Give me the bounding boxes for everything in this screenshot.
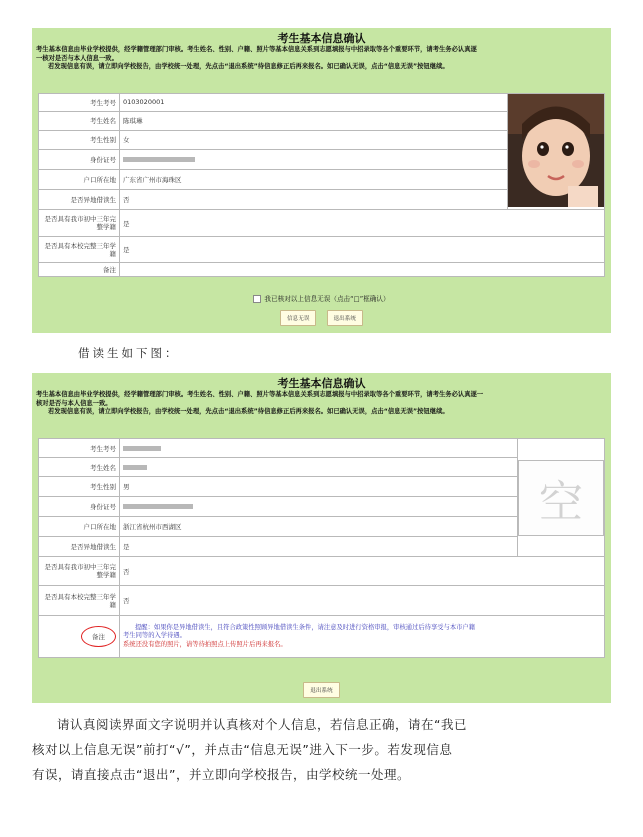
- instruction-line-2: 核对以上信息无误”前打“√”，并点击“信息无误”进入下一步。若发现信息: [32, 742, 453, 757]
- notice-line-1: 提醒：如果你是异地借读生，且符合政策性照顾异地借读生条件，请注意及时进行资格审报，审核通过后待享受与本市户籍: [135, 623, 476, 631]
- instruction-line-1: 请认真阅读界面文字说明并认真核对个人信息，若信息正确，请在“我已: [57, 717, 467, 732]
- button-row: [32, 310, 611, 326]
- confirm-panel-local: [32, 28, 611, 333]
- info-table: [38, 93, 605, 277]
- value-gender: 女: [120, 130, 508, 149]
- intro-text: 考生基本信息由毕业学校提供，经学籍管理部门审核。考生姓名、性别、户籍、照片等基本信息关系到志愿填报与中招录取等各个重要环节，请考生务必认真逐: [36, 46, 477, 53]
- info-table: [38, 438, 605, 658]
- intro-text-cont: 核对是否与本人信息一致。: [36, 399, 112, 407]
- label-transfer-student: 是否异地借读生: [39, 189, 120, 209]
- confirm-label: 我已核对以上信息无误（点击“□”框确认）: [264, 295, 390, 303]
- confirm-checkbox[interactable]: [253, 295, 261, 303]
- value-school-record: 否: [120, 586, 605, 616]
- redacted-exam-number: [123, 446, 161, 451]
- exit-system-button[interactable]: 退出系统: [327, 310, 363, 326]
- label-name: 考生姓名: [39, 111, 120, 130]
- value-remark: [120, 263, 605, 277]
- value-name: 陈琪琳: [120, 111, 508, 130]
- info-correct-button[interactable]: 信息无误: [280, 310, 316, 326]
- label-id-number: 身份证号: [39, 497, 120, 517]
- label-city-record: 是否具有我市初中三年完整学籍: [39, 210, 120, 237]
- label-school-record: 是否具有本校完整三年学籍: [39, 586, 120, 616]
- label-gender: 考生性别: [39, 477, 120, 497]
- value-gender: 男: [120, 477, 518, 497]
- value-remark: [120, 616, 605, 658]
- label-remark-cell: [39, 616, 120, 658]
- redacted-id: [123, 157, 195, 162]
- value-hukou: 浙江省杭州市西湖区: [120, 517, 518, 537]
- intro-instruction: 若发现信息有误，请立即向学校报告，由学校统一处理，先点击“退出系统”待信息修正后再来报名。如已确认无误，点击“信息无误”按钮继续。: [48, 408, 449, 416]
- intro-text: 考生基本信息由毕业学校提供，经学籍管理部门审核。考生姓名、性别、户籍、照片等基本信息关系到志愿填报与中招录取等各个重要环节，请考生务必认真逐一: [36, 391, 484, 398]
- label-hukou: 户口所在地: [39, 169, 120, 189]
- student-photo-cell: [508, 94, 605, 210]
- value-hukou: 广东省广州市海珠区: [120, 169, 508, 189]
- panel-title: 考生基本信息确认: [277, 377, 366, 390]
- notice-line-3: 系统还没有您的照片，请等待拍照点上传照片后再来报名。: [123, 640, 287, 648]
- photo-placeholder: 空: [518, 460, 604, 536]
- remark-label-circled: 备注: [81, 626, 116, 647]
- value-exam-number: 0103020001: [120, 94, 508, 112]
- notice-line-2: 考生同等的入学待遇。: [123, 632, 186, 640]
- student-photo: [508, 94, 604, 207]
- redacted-id: [123, 504, 193, 509]
- redacted-name: [123, 465, 147, 470]
- instruction-paragraph: [32, 712, 612, 787]
- label-exam-number: 考生考号: [39, 94, 120, 112]
- confirm-panel-transfer: [32, 373, 611, 703]
- notice-text: [123, 624, 601, 650]
- value-name: [120, 458, 518, 477]
- section-caption: 借读生如下图：: [78, 346, 180, 360]
- button-row: [32, 682, 611, 698]
- label-remark: 备注: [39, 263, 120, 277]
- value-exam-number: [120, 439, 518, 458]
- value-city-record: 是: [120, 210, 605, 237]
- label-hukou: 户口所在地: [39, 517, 120, 537]
- value-id-number: [120, 149, 508, 169]
- label-transfer-student: 是否异地借读生: [39, 537, 120, 557]
- intro-instruction: 若发现信息有误，请立即向学校报告，由学校统一处理，先点击“退出系统”待信息修正后再来报名。如已确认无误，点击“信息无误”按钮继续。: [48, 63, 449, 71]
- label-gender: 考生性别: [39, 130, 120, 149]
- photo-cell: [518, 439, 605, 557]
- panel-title: 考生基本信息确认: [277, 32, 366, 45]
- label-name: 考生姓名: [39, 458, 120, 477]
- label-exam-number: 考生考号: [39, 439, 120, 458]
- confirm-row: [32, 293, 611, 303]
- value-id-number: [120, 497, 518, 517]
- value-transfer-student: 是: [120, 537, 518, 557]
- instruction-line-3: 有误，请直接点击“退出”，并立即向学校报告，由学校统一处理。: [32, 767, 410, 782]
- exit-system-button[interactable]: 退出系统: [303, 682, 339, 698]
- label-school-record: 是否具有本校完整三年学籍: [39, 237, 120, 263]
- value-transfer-student: 否: [120, 189, 508, 209]
- label-id-number: 身份证号: [39, 149, 120, 169]
- value-city-record: 否: [120, 557, 605, 586]
- intro-text-cont: 一核对是否与本人信息一致。: [36, 54, 118, 62]
- value-school-record: 是: [120, 237, 605, 263]
- label-city-record: 是否具有我市初中三年完整学籍: [39, 557, 120, 586]
